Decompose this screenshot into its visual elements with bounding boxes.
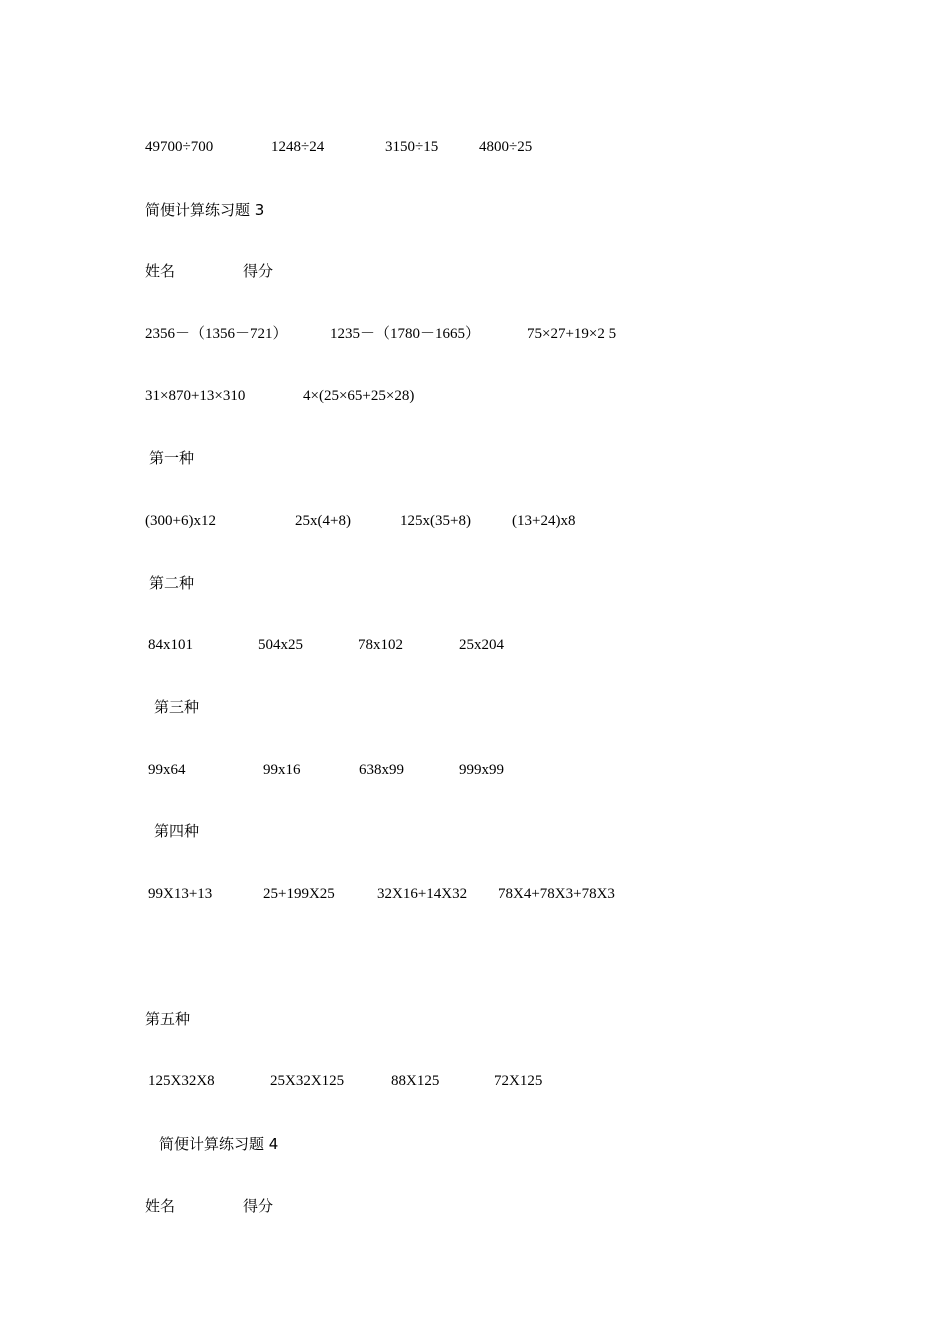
problem-item: 4800÷25	[479, 139, 533, 155]
problem-item: 99x16	[263, 762, 301, 778]
problem-item: (300+6)x12	[145, 513, 216, 529]
score-label: 得分	[243, 262, 274, 280]
exercise-title: 简便计算练习题 4	[159, 1135, 279, 1153]
problem-item: 3150÷15	[385, 139, 439, 155]
exercise-title: 简便计算练习题 3	[145, 201, 265, 219]
section-heading: 第一种	[149, 449, 195, 467]
problem-item: 25+199X25	[263, 886, 335, 902]
problem-item: 99x64	[148, 762, 186, 778]
problem-item: 638x99	[359, 762, 404, 778]
problem-item: 99X13+13	[148, 886, 213, 902]
problem-item: 78x102	[358, 637, 403, 653]
section-heading: 第二种	[149, 574, 195, 592]
problem-item: 25x204	[459, 637, 504, 653]
problem-item: 32X16+14X32	[377, 886, 468, 902]
problem-item: 31×870+13×310	[145, 388, 246, 404]
section-heading: 第四种	[154, 822, 200, 840]
name-label: 姓名	[145, 262, 176, 280]
section-heading: 第三种	[154, 698, 200, 716]
problem-item: 2356－（1356－721）	[145, 326, 288, 342]
problem-item: 4×(25×65+25×28)	[303, 388, 415, 404]
score-label: 得分	[243, 1197, 274, 1215]
problem-item: 88X125	[391, 1073, 440, 1089]
problem-item: 125X32X8	[148, 1073, 215, 1089]
section-heading: 第五种	[145, 1010, 191, 1028]
problem-item: 25x(4+8)	[295, 513, 351, 529]
problem-item: 504x25	[258, 637, 303, 653]
problem-item: 1235－（1780－1665）	[330, 326, 481, 342]
problem-item: 78X4+78X3+78X3	[498, 886, 615, 902]
problem-item: 49700÷700	[145, 139, 214, 155]
problem-item: 72X125	[494, 1073, 543, 1089]
problem-item: (13+24)x8	[512, 513, 576, 529]
problem-item: 125x(35+8)	[400, 513, 471, 529]
problem-item: 25X32X125	[270, 1073, 345, 1089]
problem-item: 75×27+19×2 5	[527, 326, 617, 342]
problem-item: 1248÷24	[271, 139, 325, 155]
name-label: 姓名	[145, 1197, 176, 1215]
problem-item: 999x99	[459, 762, 504, 778]
problem-item: 84x101	[148, 637, 193, 653]
